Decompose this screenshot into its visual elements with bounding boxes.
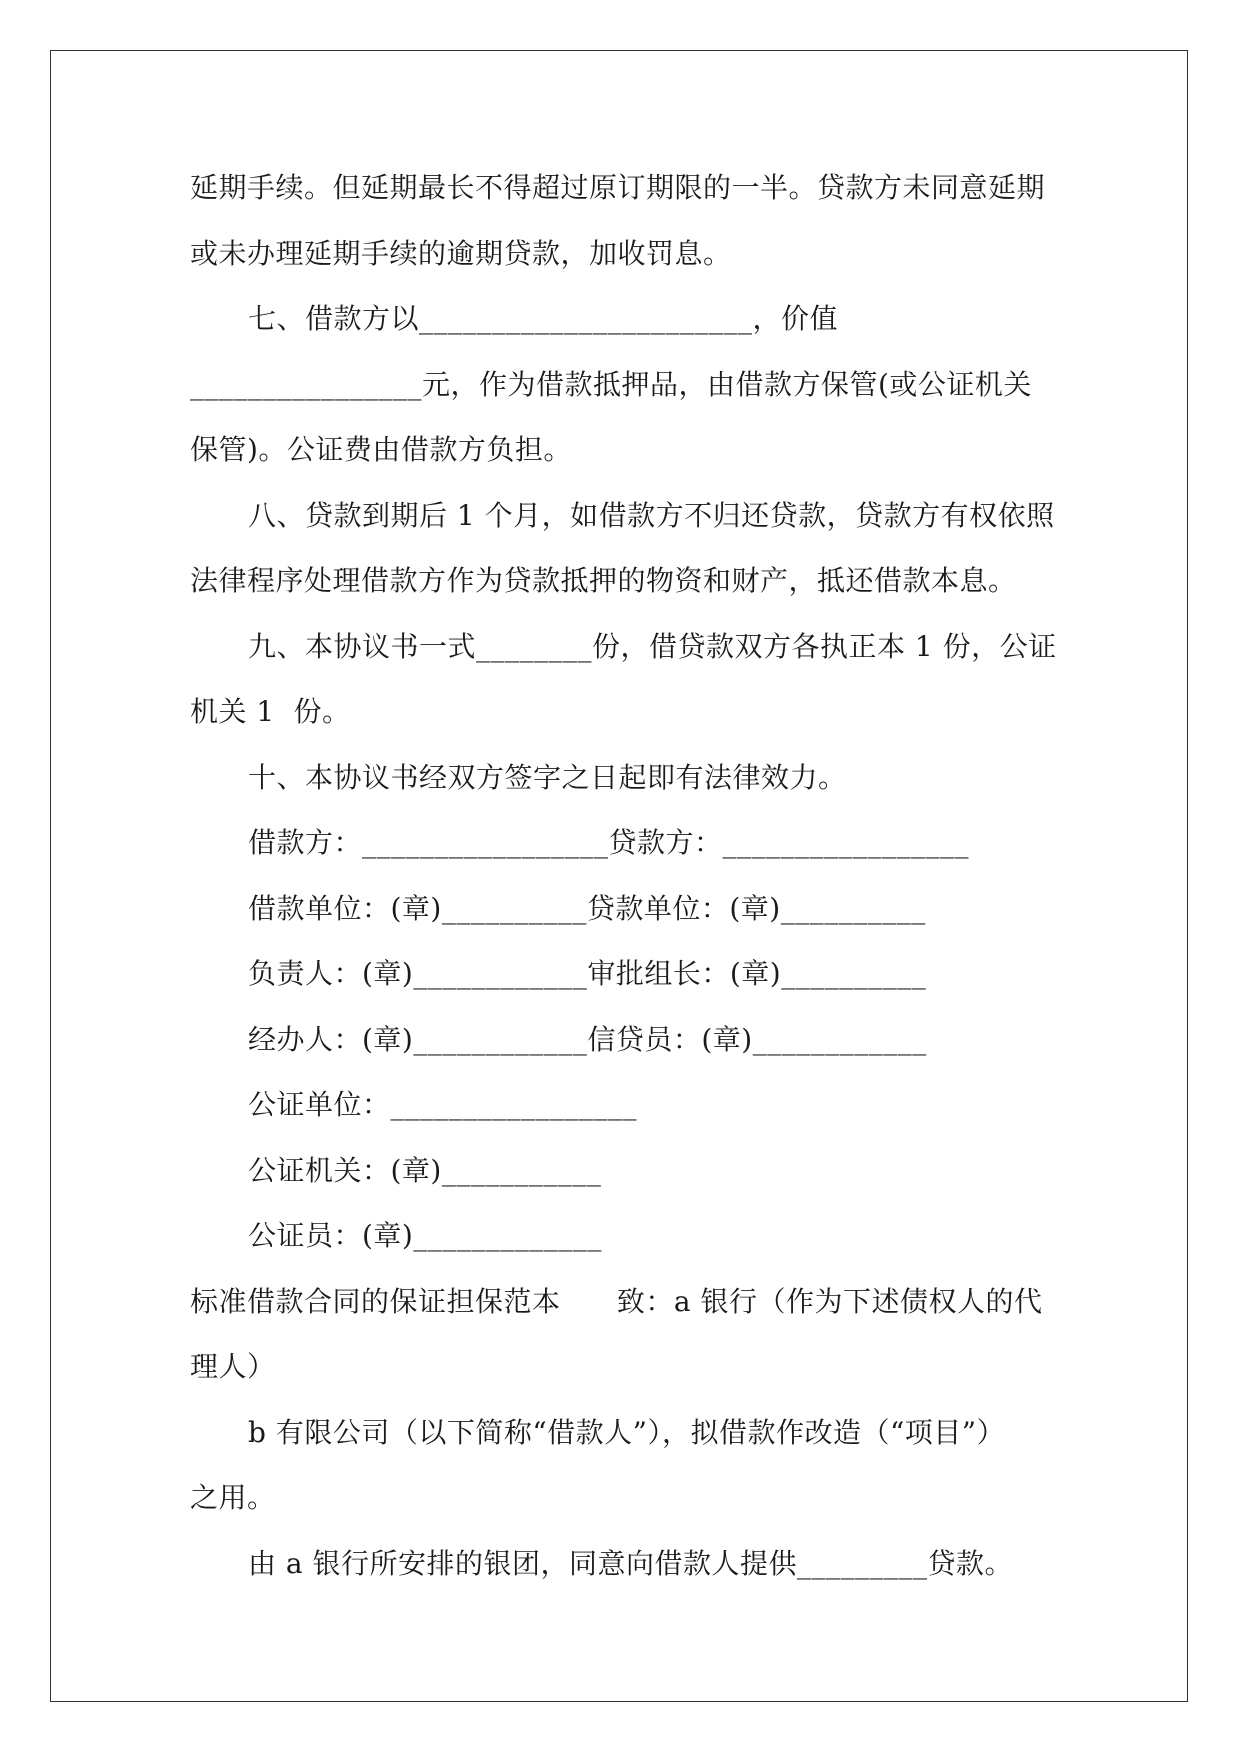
paragraph-borrower: b 有限公司（以下简称“借款人”），拟借款作改造（“项目”）	[248, 1415, 1006, 1449]
text-line: 之用。	[190, 1481, 276, 1514]
notary-officer: 公证员：(章)_____________	[248, 1219, 602, 1252]
clause-10: 十、本协议书经双方签字之日起即有法律效力。	[248, 760, 847, 794]
notary-office: 公证机关：(章)___________	[248, 1153, 602, 1187]
text-line: 机关 1 份。	[190, 695, 351, 728]
clause-8: 八、贷款到期后 1 个月，如借款方不归还贷款，贷款方有权依照	[248, 498, 1055, 532]
clause-9: 九、本协议书一式________份，借贷款双方各执正本 1 份，公证	[248, 629, 1057, 663]
clause-7: 七、借款方以_______________________，价值	[248, 302, 839, 335]
signature-borrower-lender: 借款方：_________________贷款方：_________________	[248, 826, 970, 859]
document-body	[190, 155, 1070, 1596]
text-line: 保管)。公证费由借款方负担。	[190, 433, 572, 466]
signature-handler: 经办人：(章)____________信贷员：(章)____________	[248, 1022, 927, 1056]
text-line: 或未办理延期手续的逾期贷款，加收罚息。	[190, 236, 732, 270]
signature-responsible: 负责人：(章)____________审批组长：(章)__________	[248, 957, 927, 990]
text-line: ________________元，作为借款抵押品，由借款方保管(或公证机关	[190, 367, 1032, 401]
text-line: 理人）	[190, 1350, 276, 1383]
guarantee-heading: 标准借款合同的保证担保范本 致：a 银行（作为下述债权人的代	[190, 1284, 1043, 1318]
text-line: 法律程序处理借款方作为贷款抵押的物资和财产，抵还借款本息。	[190, 564, 1017, 597]
text-line: 延期手续。但延期最长不得超过原订期限的一半。贷款方未同意延期	[190, 171, 1046, 204]
signature-units: 借款单位：(章)__________贷款单位：(章)__________	[248, 891, 926, 925]
notary-unit: 公证单位：_________________	[248, 1088, 638, 1121]
paragraph-syndicate: 由 a 银行所安排的银团，同意向借款人提供_________贷款。	[248, 1546, 1013, 1580]
